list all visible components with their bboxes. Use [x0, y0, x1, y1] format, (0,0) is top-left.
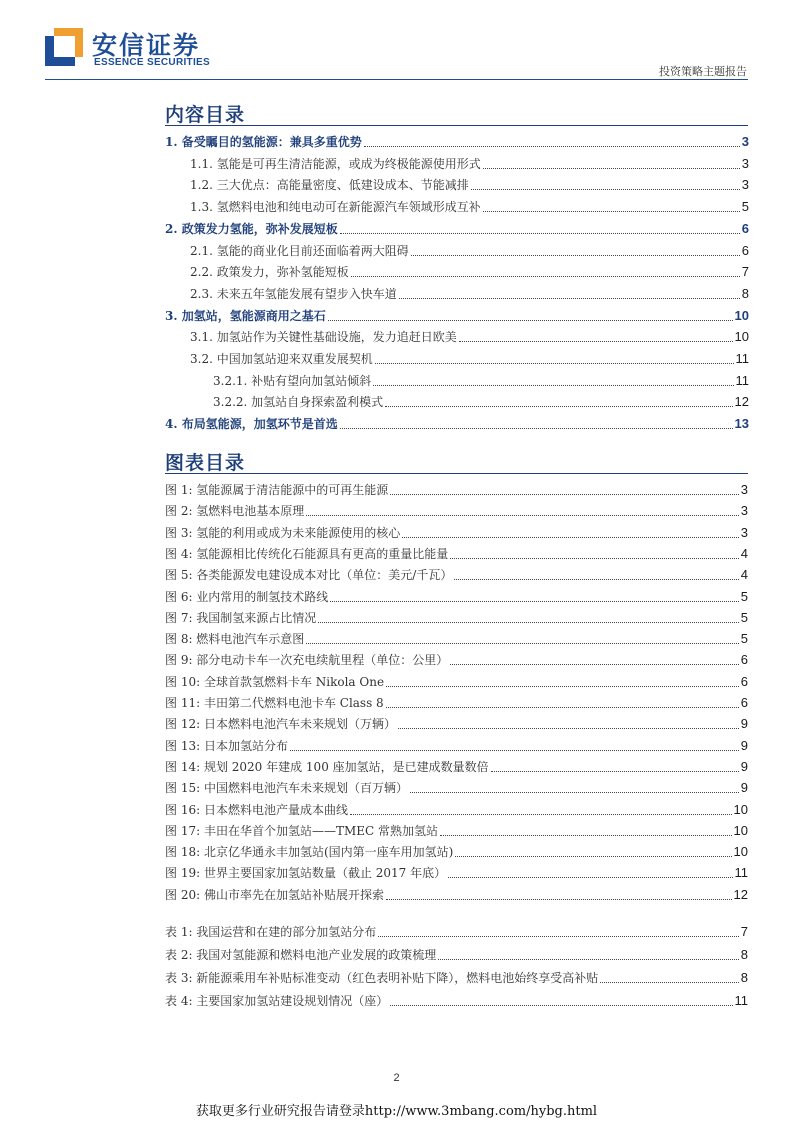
figure-entry[interactable]	[165, 670, 748, 690]
dot-leader	[450, 664, 738, 665]
page-number: 2	[393, 1072, 400, 1084]
table-entry-label: 表 4: 主要国家加氢站建设规划情况（座）	[165, 994, 389, 1008]
toc-entry-page: 8	[741, 285, 749, 301]
figure-entry-label: 图 7: 我国制氢来源占比情况	[165, 610, 317, 625]
figure-entry-page: 9	[740, 758, 748, 774]
figure-entry[interactable]	[165, 478, 748, 498]
toc-entry-page: 3	[741, 134, 749, 149]
figure-entry[interactable]	[165, 776, 748, 796]
toc-entry-page: 10	[734, 307, 749, 323]
dot-leader	[375, 363, 734, 364]
figure-entry[interactable]	[165, 734, 748, 754]
figure-entry[interactable]	[165, 648, 748, 668]
figure-entry-label: 图 16: 日本燃料电池产量成本曲线	[165, 802, 348, 817]
figure-entry[interactable]	[165, 819, 748, 839]
dot-leader	[410, 792, 739, 793]
dot-leader	[351, 276, 740, 277]
table-entry-page: 8	[740, 947, 748, 962]
figure-entry[interactable]	[165, 563, 748, 583]
toc-entry-page: 12	[734, 394, 749, 410]
figure-entry-page: 3	[740, 503, 748, 519]
figure-entry-label: 图 11: 丰田第二代燃料电池卡车 Class 8	[165, 696, 384, 710]
toc-entry[interactable]	[165, 239, 749, 259]
figures-title: 图表目录	[165, 452, 246, 474]
dot-leader	[290, 750, 739, 751]
dot-leader	[330, 601, 738, 602]
logo-english-name: ESSENCE SECURITIES	[94, 57, 210, 68]
table-entry[interactable]	[165, 943, 748, 963]
dot-leader	[364, 146, 740, 147]
dot-leader	[385, 406, 732, 407]
toc-entry-label: 1.2. 三大优点：高能量密度、低建设成本、节能减排	[190, 178, 469, 193]
dot-leader	[390, 1005, 732, 1006]
dot-leader	[350, 814, 732, 815]
toc-entry-page: 6	[741, 242, 749, 258]
figure-entry[interactable]	[165, 585, 748, 605]
toc-entry[interactable]	[165, 347, 749, 367]
figure-entry-label: 图 15: 中国燃料电池汽车未来规划（百万辆）	[165, 781, 408, 796]
dot-leader	[386, 707, 739, 708]
toc-entry-label: 3.2.1. 补贴有望向加氢站倾斜	[213, 373, 372, 388]
toc-entry[interactable]	[165, 390, 749, 410]
figure-entry-label: 图 1: 氢能源属于清洁能源中的可再生能源	[165, 483, 389, 497]
figure-entry-page: 9	[740, 716, 748, 732]
dot-leader	[411, 255, 740, 256]
toc-entry-page: 6	[741, 220, 749, 236]
figure-entry-page: 5	[740, 609, 748, 625]
figure-entry-label: 图 20: 佛山市率先在加氢站补贴展开探索	[165, 887, 384, 902]
figure-entry[interactable]	[165, 840, 748, 860]
figure-entry-label: 图 5: 各类能源发电建设成本对比（单位：美元/千瓦）	[165, 568, 453, 583]
dot-leader	[328, 320, 733, 321]
dot-leader	[483, 168, 740, 169]
figure-entry-label: 图 17: 丰田在华首个加氢站——TMEC 常熟加氢站	[165, 823, 438, 838]
dot-leader	[455, 856, 731, 857]
figure-entry[interactable]	[165, 521, 748, 541]
toc-entry[interactable]	[165, 173, 749, 193]
toc-title-rule	[165, 125, 748, 126]
toc-entry-page: 13	[734, 416, 749, 432]
toc-entry-page: 10	[734, 329, 749, 345]
figure-entry[interactable]	[165, 883, 748, 903]
footer-link[interactable]: 获取更多行业研究报告请登录http://www.3mbang.com/hybg.html	[195, 1104, 598, 1119]
figure-entry[interactable]	[165, 499, 748, 519]
dot-leader	[398, 728, 739, 729]
dot-leader	[402, 537, 738, 538]
toc-title: 内容目录	[165, 104, 246, 126]
table-entry-page: 7	[740, 924, 748, 939]
dot-leader	[378, 936, 738, 937]
dot-leader	[399, 298, 740, 299]
figure-entry-page: 10	[733, 844, 748, 860]
dot-leader	[373, 385, 733, 386]
dot-leader	[471, 189, 740, 190]
figures-title-rule	[165, 473, 748, 474]
toc-entry[interactable]	[165, 152, 749, 172]
dot-leader	[340, 233, 740, 234]
header-divider	[45, 79, 748, 80]
figure-entry-page: 9	[740, 737, 748, 753]
figure-entry-page: 11	[734, 865, 748, 881]
dot-leader	[306, 515, 738, 516]
essence-logo-icon	[45, 28, 83, 66]
toc-entry-label: 2. 政策发力氢能，弥补发展短板	[165, 221, 338, 236]
dot-leader	[390, 494, 738, 495]
figure-entry[interactable]	[165, 755, 748, 775]
dot-leader	[386, 899, 732, 900]
figure-entry-label: 图 10: 全球首款氢燃料卡车 Nikola One	[165, 674, 385, 689]
dot-leader	[340, 428, 733, 429]
toc-entry-page: 7	[741, 264, 749, 280]
figure-entry-page: 10	[733, 822, 748, 838]
toc-entry-label: 3.2. 中国加氢站迎来双重发展契机	[190, 352, 373, 366]
toc-entry-label: 3.1. 加氢站作为关键性基础设施，发力追赶日欧美	[190, 330, 457, 345]
table-entry-label: 表 2: 我国对氢能源和燃料电池产业发展的政策梳理	[165, 948, 437, 962]
figure-entry-label: 图 3: 氢能的利用或成为未来能源使用的核心	[165, 525, 401, 540]
figure-entry[interactable]	[165, 861, 748, 881]
toc-entry-page: 5	[741, 199, 749, 215]
table-entry-label: 表 3: 新能源乘用车补贴标准变动（红色表明补贴下降），燃料电池始终享受高补贴	[165, 971, 599, 985]
toc-entry-label: 1. 备受瞩目的氢能源：兼具多重优势	[165, 135, 362, 149]
figure-entry[interactable]	[165, 627, 748, 647]
dot-leader	[600, 982, 738, 983]
figure-entry-label: 图 12: 日本燃料电池汽车未来规划（万辆）	[165, 717, 396, 732]
figure-entry-label: 图 18: 北京亿华通永丰加氢站(国内第一座车用加氢站)	[165, 845, 454, 860]
figure-entry-page: 10	[733, 801, 748, 817]
toc-entry-label: 3.2.2. 加氢站自身探索盈利模式	[213, 395, 384, 410]
figure-entry[interactable]	[165, 542, 748, 562]
figure-entry-page: 3	[740, 524, 748, 540]
toc-entry[interactable]	[165, 369, 749, 389]
figure-entry-label: 图 19: 世界主要国家加氢站数量（截止 2017 年底）	[165, 866, 447, 881]
figure-entry[interactable]	[165, 691, 748, 711]
figure-entry-label: 图 8: 燃料电池汽车示意图	[165, 632, 305, 647]
dot-leader	[386, 686, 739, 687]
toc-entry[interactable]	[165, 217, 749, 237]
toc-entry-page: 3	[741, 155, 749, 171]
dot-leader	[450, 558, 738, 559]
table-entry[interactable]	[165, 966, 748, 986]
table-entry-label: 表 1: 我国运营和在建的部分加氢站分布	[165, 925, 377, 939]
figure-entry[interactable]	[165, 712, 748, 732]
toc-entry-label: 3. 加氢站，氢能源商用之基石	[165, 308, 326, 323]
figure-entry-label: 图 2: 氢燃料电池基本原理	[165, 504, 305, 519]
figure-entry-page: 6	[740, 652, 748, 668]
dot-leader	[318, 622, 738, 623]
figure-entry-label: 图 6: 业内常用的制氢技术路线	[165, 589, 329, 604]
toc-entry-page: 11	[735, 372, 749, 388]
figure-entry-page: 5	[740, 631, 748, 647]
toc-entry[interactable]	[165, 195, 749, 215]
toc-entry-page: 3	[741, 177, 749, 193]
toc-entry-label: 2.3. 未来五年氢能发展有望步入快车道	[190, 286, 397, 301]
figure-entry-page: 9	[740, 780, 748, 796]
dot-leader	[491, 771, 739, 772]
figure-entry[interactable]	[165, 606, 748, 626]
dot-leader	[448, 877, 732, 878]
toc-entry-label: 2.1. 氢能的商业化目前还面临着两大阻碍	[190, 243, 409, 258]
toc-entry[interactable]	[165, 130, 749, 150]
table-entry[interactable]	[165, 989, 748, 1009]
table-entry-page: 11	[734, 993, 748, 1008]
table-entry[interactable]	[165, 920, 748, 940]
figure-entry-page: 4	[740, 567, 748, 583]
figure-entry-page: 4	[740, 545, 748, 561]
figure-entry-label: 图 13: 日本加氢站分布	[165, 738, 288, 753]
figure-entry-page: 6	[740, 673, 748, 689]
dot-leader	[440, 835, 732, 836]
figure-entry-label: 图 14: 规划 2020 年建成 100 座加氢站，是已建成数量数倍	[165, 759, 489, 774]
toc-entry-label: 4. 布局氢能源，加氢环节是首选	[165, 417, 338, 432]
figure-entry-page: 6	[740, 695, 748, 710]
toc-entry[interactable]	[165, 325, 749, 345]
dot-leader	[454, 579, 738, 580]
figure-entry-page: 5	[740, 588, 748, 604]
figure-entry-label: 图 4: 氢能源相比传统化石能源具有更高的重量比能量	[165, 546, 449, 561]
figure-entry[interactable]	[165, 798, 748, 818]
figure-entry-page: 12	[733, 886, 748, 902]
report-type-label: 投资策略主题报告	[659, 65, 747, 78]
dot-leader	[438, 959, 738, 960]
toc-entry-label: 1.1. 氢能是可再生清洁能源，或成为终极能源使用形式	[190, 156, 481, 171]
toc-entry-label: 2.2. 政策发力，弥补氢能短板	[190, 265, 349, 280]
figure-entry-page: 3	[740, 482, 748, 497]
figure-entry-label: 图 9: 部分电动卡车一次充电续航里程（单位：公里）	[165, 653, 449, 668]
toc-entry[interactable]	[165, 282, 749, 302]
page-header	[0, 0, 793, 80]
toc-entry[interactable]	[165, 304, 749, 324]
dot-leader	[306, 643, 738, 644]
toc-entry-page: 11	[735, 351, 749, 366]
table-entry-page: 8	[740, 970, 748, 985]
dot-leader	[483, 211, 740, 212]
toc-entry[interactable]	[165, 412, 749, 432]
toc-entry-label: 1.3. 氢燃料电池和纯电动可在新能源汽车领域形成互补	[190, 200, 481, 215]
dot-leader	[459, 341, 733, 342]
logo-chinese-name: 安信证券	[92, 31, 201, 60]
toc-entry[interactable]	[165, 260, 749, 280]
